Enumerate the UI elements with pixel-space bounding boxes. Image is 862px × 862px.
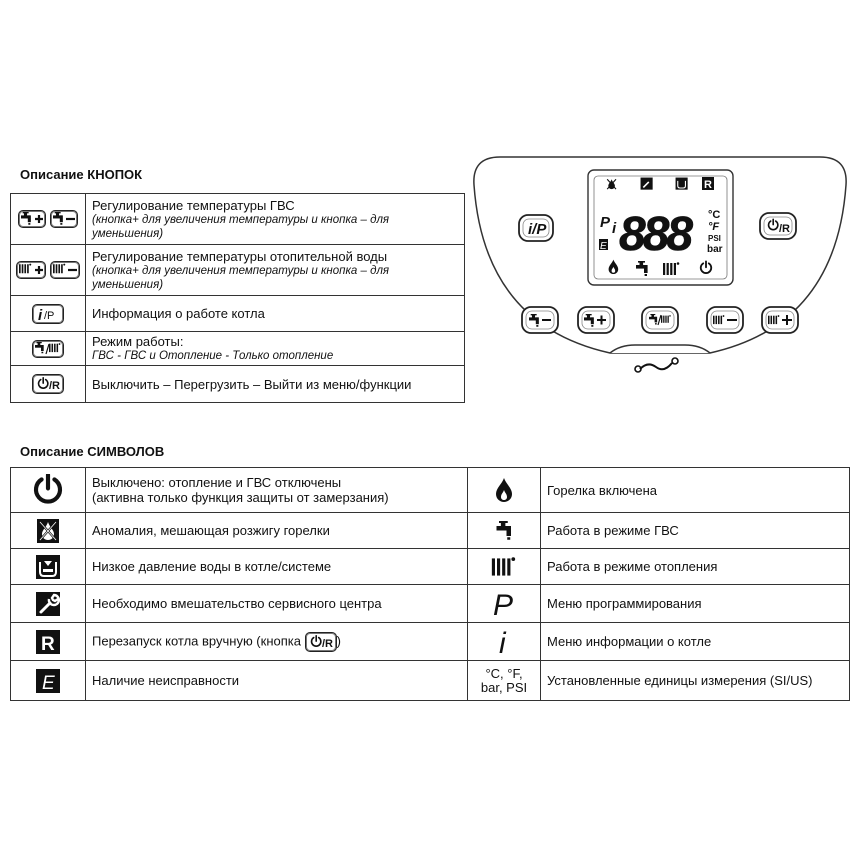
button-desc-text: Регулирование температуры ГВС bbox=[92, 197, 295, 213]
symbol-desc: Необходимо вмешательство сервисного центра bbox=[86, 585, 468, 623]
table-row bbox=[11, 549, 850, 585]
i-letter-icon bbox=[468, 623, 541, 661]
svg-text:R: R bbox=[704, 179, 712, 191]
radiator-icon bbox=[468, 549, 541, 585]
dhw-plus-minus-buttons-icon bbox=[11, 194, 86, 245]
power-reset-button-icon bbox=[11, 366, 86, 403]
display-digits: 888 bbox=[619, 208, 691, 261]
dhw-plus-button[interactable] bbox=[578, 307, 614, 333]
svg-text:/R: /R bbox=[321, 637, 333, 650]
symbol-desc-2: ) bbox=[336, 632, 341, 648]
table-row bbox=[11, 332, 465, 366]
power-reset-button-icon bbox=[305, 632, 337, 652]
button-desc-text: Режим работы: bbox=[92, 334, 184, 349]
symbol-desc: Горелка включена bbox=[541, 468, 850, 513]
table-row bbox=[11, 194, 465, 245]
svg-text:/R: /R bbox=[779, 223, 790, 235]
units-line-2: bar, PSI bbox=[480, 679, 528, 695]
table-row bbox=[11, 513, 850, 549]
buttons-heading: Описание КНОПОК bbox=[20, 167, 143, 182]
symbol-desc: Выключено: отопление и ГВС отключены bbox=[92, 475, 342, 490]
power-off-icon bbox=[11, 468, 86, 513]
button-desc-text: Информация о работе котла bbox=[92, 306, 265, 321]
display-unit-psi: PSI bbox=[708, 234, 721, 243]
display-low-pressure-icon bbox=[676, 178, 688, 190]
symbol-desc: Аномалия, мешающая розжигу горелки bbox=[86, 513, 468, 549]
display-unit-f: °F bbox=[708, 221, 720, 233]
mode-button-icon bbox=[11, 332, 86, 366]
info-program-button-label: i/P bbox=[528, 221, 547, 238]
display-p-indicator: P bbox=[600, 214, 611, 231]
tap-icon bbox=[468, 513, 541, 549]
display-e-indicator: E bbox=[600, 241, 607, 252]
symbol-desc-2: (активна только функция защиты от замерзания) bbox=[92, 490, 389, 505]
dhw-minus-button[interactable] bbox=[522, 307, 558, 333]
button-desc-note: (кнопка+ для увеличения температуры и кнопка – для уменьшения) bbox=[92, 213, 390, 240]
svg-text:i: i bbox=[38, 306, 43, 322]
p-letter-icon bbox=[468, 585, 541, 623]
reset-r-icon bbox=[11, 623, 86, 661]
svg-text:i: i bbox=[499, 626, 506, 657]
display-i-indicator: i bbox=[612, 220, 617, 237]
service-wrench-icon bbox=[635, 358, 678, 372]
svg-text:R: R bbox=[41, 633, 55, 655]
symbol-desc: Работа в режиме отопления bbox=[541, 549, 850, 585]
table-row bbox=[11, 366, 465, 403]
symbol-desc: Перезапуск котла вручную (кнопка bbox=[92, 632, 301, 648]
symbols-table bbox=[10, 467, 850, 701]
symbol-desc: Меню информации о котле bbox=[541, 623, 850, 661]
mode-button[interactable] bbox=[642, 307, 678, 333]
button-desc-text: Регулирование температуры отопительной воды bbox=[92, 248, 388, 264]
control-panel bbox=[470, 155, 850, 385]
table-row bbox=[11, 661, 850, 701]
display-reset-icon bbox=[702, 177, 714, 191]
svg-text:P: P bbox=[493, 588, 514, 619]
ignition-fault-icon bbox=[11, 513, 86, 549]
symbols-heading: Описание СИМВОЛОВ bbox=[20, 444, 165, 459]
symbol-desc: Наличие неисправности bbox=[86, 661, 468, 701]
flame-icon bbox=[468, 468, 541, 513]
heating-minus-button[interactable] bbox=[707, 307, 743, 333]
table-row bbox=[11, 245, 465, 296]
wrench-service-icon bbox=[11, 585, 86, 623]
display-unit-bar: bar bbox=[707, 244, 723, 255]
svg-text:/P: /P bbox=[44, 309, 55, 322]
display-unit-c: °C bbox=[708, 209, 721, 221]
power-reset-button[interactable] bbox=[760, 213, 796, 239]
display-wrench-icon bbox=[641, 178, 653, 190]
svg-text:E: E bbox=[42, 672, 55, 694]
table-row bbox=[11, 623, 850, 661]
low-pressure-icon bbox=[11, 549, 86, 585]
units-icon bbox=[468, 661, 541, 701]
error-e-icon bbox=[11, 661, 86, 701]
buttons-table bbox=[10, 193, 465, 403]
heating-plus-minus-buttons-icon bbox=[11, 245, 86, 296]
table-row bbox=[11, 296, 465, 332]
button-desc-note: (кнопка+ для увеличения температуры и кнопка – для уменьшения) bbox=[92, 264, 390, 291]
button-desc-note: ГВС - ГВС и Отопление - Только отопление bbox=[92, 350, 334, 362]
heating-plus-button[interactable] bbox=[762, 307, 798, 333]
button-desc-text: Выключить – Перегрузить – Выйти из меню/функции bbox=[92, 376, 412, 392]
table-row bbox=[11, 468, 850, 513]
table-row bbox=[11, 585, 850, 623]
info-program-button[interactable] bbox=[519, 215, 553, 241]
symbol-desc: Низкое давление воды в котле/системе bbox=[86, 549, 468, 585]
symbol-desc: Работа в режиме ГВС bbox=[541, 513, 850, 549]
symbol-desc: Установленные единицы измерения (SI/US) bbox=[541, 661, 850, 701]
svg-text:/R: /R bbox=[49, 380, 60, 392]
info-program-button-icon bbox=[11, 296, 86, 332]
units-line-1: °C, °F, bbox=[485, 665, 523, 681]
symbol-desc: Меню программирования bbox=[541, 585, 850, 623]
